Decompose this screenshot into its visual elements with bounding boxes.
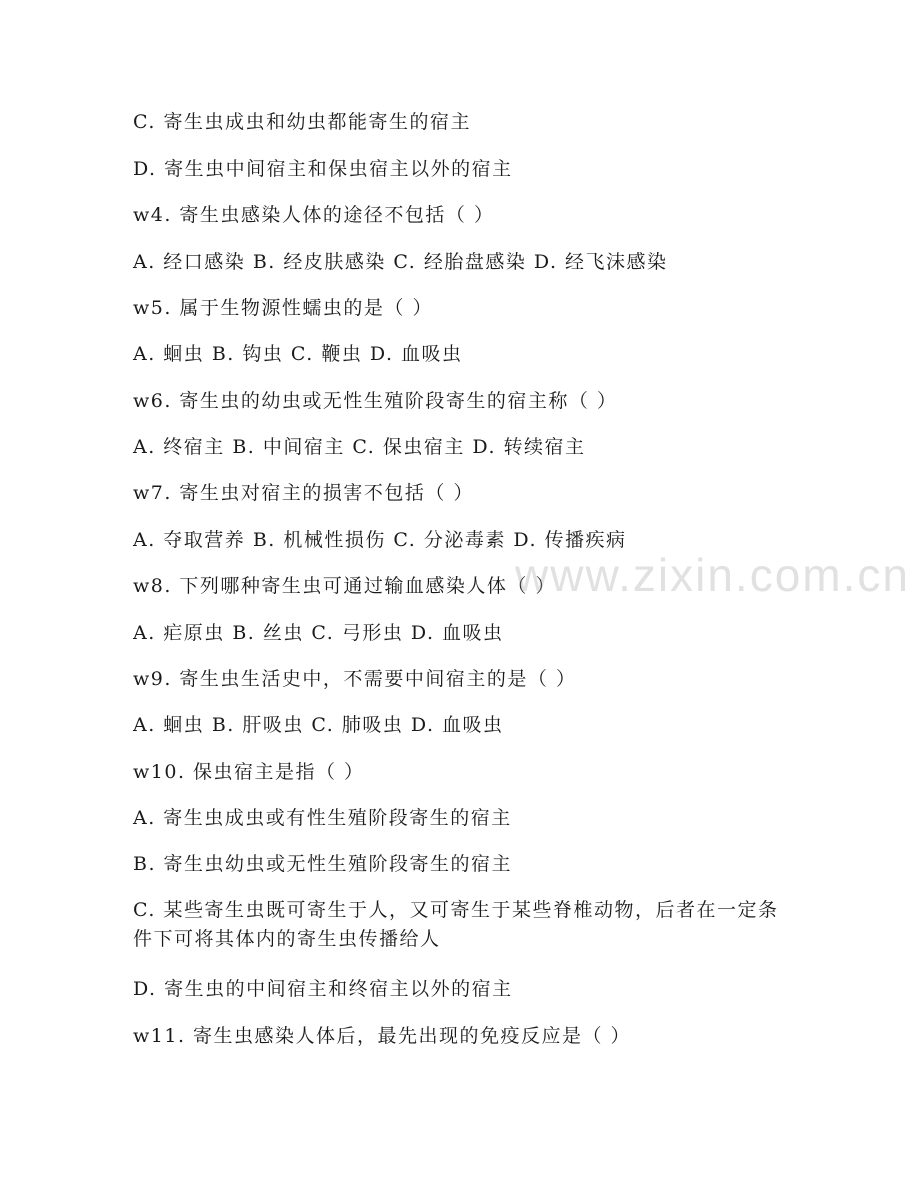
- question-w10: w10. 保虫宿主是指（ ）: [133, 761, 365, 783]
- option-c-w10: C. 某些寄生虫既可寄生于人，又可寄生于某些脊椎动物，后者在一定条件下可将其体内的寄生虫传播给人: [133, 899, 779, 950]
- options-w8: A. 疟原虫 B. 丝虫 C. 弓形虫 D. 血吸虫: [133, 622, 504, 644]
- options-w6: A. 终宿主 B. 中间宿主 C. 保虫宿主 D. 转续宿主: [133, 436, 586, 458]
- question-w9: w9. 寄生虫生活史中，不需要中间宿主的是（ ）: [133, 668, 577, 690]
- option-c-q3: C. 寄生虫成虫和幼虫都能寄生的宿主: [133, 111, 471, 133]
- question-w4: w4. 寄生虫感染人体的途径不包括（ ）: [133, 204, 495, 226]
- options-w4: A. 经口感染 B. 经皮肤感染 C. 经胎盘感染 D. 经飞沫感染: [133, 251, 668, 273]
- option-d-q3: D. 寄生虫中间宿主和保虫宿主以外的宿主: [133, 158, 513, 180]
- question-w5: w5. 属于生物源性蠕虫的是（ ）: [133, 297, 433, 319]
- options-w5: A. 蛔虫 B. 钩虫 C. 鞭虫 D. 血吸虫: [133, 343, 463, 365]
- question-w6: w6. 寄生虫的幼虫或无性生殖阶段寄生的宿主称（ ）: [133, 390, 618, 412]
- option-b-w10: B. 寄生虫幼虫或无性生殖阶段寄生的宿主: [133, 853, 513, 875]
- options-w7: A. 夺取营养 B. 机械性损伤 C. 分泌毒素 D. 传播疾病: [133, 529, 627, 551]
- option-a-w10: A. 寄生虫成虫或有性生殖阶段寄生的宿主: [133, 807, 512, 829]
- option-d-w10: D. 寄生虫的中间宿主和终宿主以外的宿主: [133, 978, 513, 1000]
- question-w7: w7. 寄生虫对宿主的损害不包括（ ）: [133, 482, 474, 504]
- options-w9: A. 蛔虫 B. 肝吸虫 C. 肺吸虫 D. 血吸虫: [133, 714, 504, 736]
- question-w11: w11. 寄生虫感染人体后，最先出现的免疫反应是（ ）: [133, 1025, 632, 1047]
- watermark-text: www.zixin.com.cn: [515, 549, 910, 601]
- question-w8: w8. 下列哪种寄生虫可通过输血感染人体（ ）: [133, 575, 556, 597]
